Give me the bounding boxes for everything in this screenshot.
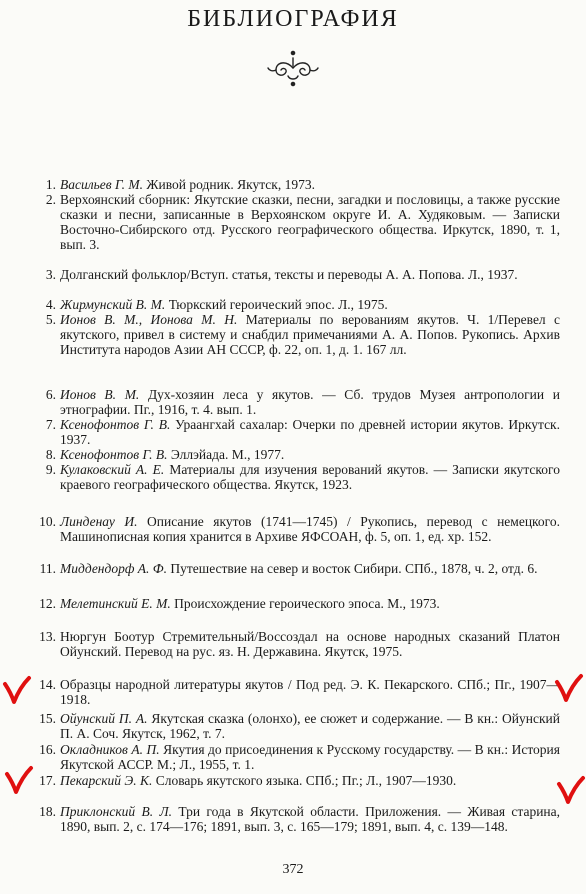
entry-author: Мелетинский Е. М.	[60, 596, 171, 611]
entry-number: 6.	[45, 387, 56, 402]
bibliography-entry	[45, 297, 560, 312]
entry-text: Долганский фольклор/Вступ. статья, тексты и переводы А. А. Попова. Л., 1937.	[60, 267, 518, 282]
entry-author: Васильев Г. М.	[60, 177, 144, 192]
entry-author: Кулаковский А. Е.	[60, 462, 165, 477]
entry-number: 8.	[45, 447, 56, 462]
entry-text: Якутская сказка (олонхо), ее сюжет и содержание. — В кн.: Ойунский П. А. Соч. Якутск, 1962, т. 7.	[60, 711, 561, 741]
entry-text: Ураангхай сахалар: Очерки по древней истории якутов. Иркутск. 1937.	[60, 417, 560, 447]
entry-number: 17.	[39, 773, 56, 788]
entry-text: Материалы для изучения верований якутов. — Записки якутского краевого географического общества. Якутск, 1923.	[60, 462, 560, 492]
checkmark-icon	[556, 774, 586, 806]
bibliography-entry	[39, 773, 560, 788]
bibliography-entry	[45, 267, 560, 282]
bibliography-entry	[39, 596, 560, 611]
bibliography-entry	[45, 417, 560, 447]
entry-text: Путешествие на север и восток Сибири. СПб., 1878, ч. 2, отд. 6.	[170, 561, 538, 576]
entry-author: Окладников А. П.	[60, 742, 160, 757]
bibliography-entry	[39, 677, 560, 707]
bibliography-entry	[45, 447, 560, 462]
entry-number: 15.	[39, 711, 56, 726]
entry-author: Ксенофонтов Г. В.	[60, 417, 171, 432]
page-number: 372	[282, 862, 304, 877]
page-title: БИБЛИОГРАФИЯ	[187, 6, 399, 32]
entry-number: 16.	[39, 742, 56, 757]
entry-author: Пекарский Э. К.	[60, 773, 153, 788]
entry-author: Жирмунский В. М.	[60, 297, 166, 312]
entry-text: Материалы по верованиям якутов. Ч. 1/Перевел с якутского, привел в систему и снабдил примечаниями А. А. Попов. Рукопись. Архив Института народов Азии АН СССР, ф. 22, оп. 1, д. 1. 167 лл.	[60, 312, 561, 357]
bibliography-entry	[39, 711, 561, 741]
entry-number: 12.	[39, 596, 56, 611]
entry-author: Ионов В. М., Ионова М. Н.	[60, 312, 238, 327]
entry-number: 13.	[39, 629, 56, 644]
entry-author: Миддендорф А. Ф.	[60, 561, 168, 576]
bibliography-entry	[45, 387, 560, 417]
entry-text: Тюркский героический эпос. Л., 1975.	[168, 297, 388, 312]
entry-author: Ойунский П. А.	[60, 711, 148, 726]
entry-text: Якутия до присоединения к Русскому государству. — В кн.: История Якутской АССР. М.; Л., 1955, т. 1.	[60, 742, 560, 772]
entry-text: Образцы народной литературы якутов / Под ред. Э. К. Пекарского. СПб.; Пг., 1907—1918.	[60, 677, 560, 707]
entry-text: Три года в Якутской области. Приложения. — Живая старина, 1890, вып. 2, с. 174—176; 1891, вып. 3, с. 165—179; 1891, вып. 4, с. 139—148.	[60, 804, 561, 834]
entry-number: 18.	[39, 804, 56, 819]
entry-author: Ионов В. М.	[60, 387, 140, 402]
entry-text: Эллэйада. М., 1977.	[170, 447, 285, 462]
entry-number: 10.	[39, 514, 56, 529]
checkmark-icon	[554, 672, 584, 704]
entry-text: Нюргун Боотур Стремительный/Воссоздал на основе народных сказаний Платон Ойунский. Перевод на рус. яз. Н. Державина. Якутск, 1975.	[60, 629, 560, 659]
bibliography-entry	[39, 742, 560, 772]
entry-number: 11.	[39, 561, 56, 576]
entry-number: 2.	[45, 192, 56, 207]
bibliography-entry	[45, 177, 560, 192]
entry-author: Линденау И.	[60, 514, 138, 529]
bibliography-entry	[39, 561, 560, 576]
entry-text: Живой родник. Якутск, 1973.	[146, 177, 315, 192]
entry-number: 1.	[45, 177, 56, 192]
entry-number: 3.	[45, 267, 56, 282]
entry-text: Происхождение героического эпоса. М., 1973.	[174, 596, 440, 611]
checkmark-icon	[2, 674, 32, 706]
bibliography-entry	[39, 804, 561, 834]
checkmark-icon	[4, 764, 34, 796]
entry-text: Словарь якутского языка. СПб.; Пг.; Л., 1907—1930.	[155, 773, 457, 788]
bibliography-entry	[45, 312, 561, 357]
bibliography-entry	[45, 192, 560, 252]
entry-text: Дух-хозяин леса у якутов. — Сб. трудов Музея антропологии и этнографии. Пг., 1916, т. 4. вып. 1.	[60, 387, 560, 417]
entry-author: Ксенофонтов Г. В.	[60, 447, 168, 462]
flourish-ornament-icon	[266, 48, 320, 88]
bibliography-entry	[39, 629, 560, 659]
entry-text: Описание якутов (1741—1745) / Рукопись, перевод с немецкого. Машинописная копия хранится в Архиве ЯФСОАН, ф. 5, оп. 1, ед. хр. 152.	[60, 514, 561, 544]
entry-author: Приклонский В. Л.	[60, 804, 172, 819]
entry-number: 14.	[39, 677, 56, 692]
entry-number: 4.	[45, 297, 56, 312]
bibliography-entry	[39, 514, 561, 544]
entry-number: 9.	[45, 462, 56, 477]
entry-number: 5.	[45, 312, 56, 327]
bibliography-entry	[45, 462, 560, 492]
entry-text: Верхоянский сборник: Якутские сказки, песни, загадки и пословицы, а также русские сказки и песни, записанные в Верхоянском округе И. А. Худяковым. — Записки Восточно-Сибирского отд. Русского географического общества. Иркутск, 1890, т. 1, вып. 3.	[60, 192, 560, 252]
entry-number: 7.	[45, 417, 56, 432]
